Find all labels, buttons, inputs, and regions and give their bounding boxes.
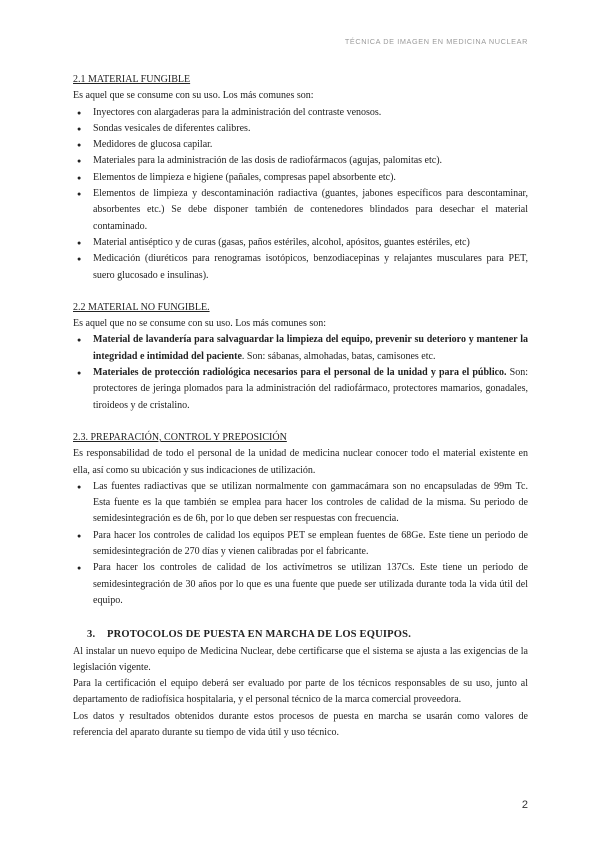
- section-2-1-list: [73, 105, 528, 284]
- list-item: ● Elementos de limpieza e higiene (pañales, compresas papel absorbente etc).: [73, 170, 528, 186]
- list-item: ● Materiales para la administración de las dosis de radiofármacos (agujas, palomitas etc).: [73, 153, 528, 169]
- section-3-paragraph: Los datos y resultados obtenidos durante estos procesos de puesta en marcha se usarán como valores de referencia del aparato durante su tiempo de vida útil y uso técnico.: [73, 710, 528, 738]
- list-item: ● Elementos de limpieza y descontaminación radiactiva (guantes, jabones específicos para descontaminar, absorbentes etc.) Se debe disponer también de contenedores blindados para desechar el material contaminado.: [73, 186, 528, 235]
- item-bold-text: Material de lavandería para salvaguardar la limpieza del equipo, prevenir su deterioro y mantener la integridad e intimidad del paciente: [93, 334, 528, 362]
- list-item: ● Medicación (diuréticos para renogramas isotópicos, benzodiacepinas y relajantes musculares para PET, suero glucosado e insulinas).: [73, 251, 528, 284]
- list-item: ● Sondas vesicales de diferentes calibres.: [73, 121, 528, 137]
- section-2-3-title: 2.3. PREPARACIÓN, CONTROL Y PREPOSICIÓN: [73, 431, 287, 443]
- item-bold-text: Materiales de protección radiológica necesarios para el personal de la unidad y para el público.: [93, 367, 507, 379]
- list-item: ● Inyectores con alargaderas para la administración del contraste venosos.: [73, 105, 528, 121]
- section-2-2-title: 2.2 MATERIAL NO FUNGIBLE.: [73, 301, 210, 313]
- section-2-3-list: [73, 479, 528, 609]
- section-3-number: 3.: [87, 629, 96, 641]
- section-3-heading: [87, 627, 528, 643]
- section-2-2-list: [73, 332, 528, 413]
- section-2-1-intro: Es aquel que se consume con su uso. Los más comunes son:: [73, 90, 314, 102]
- section-2-2-intro: Es aquel que no se consume con su uso. Los más comunes son:: [73, 318, 327, 330]
- list-item: [73, 365, 528, 414]
- list-item: ● Material antiséptico y de curas (gasas, paños estériles, alcohol, apósitos, guantes estériles, etc): [73, 235, 528, 251]
- section-3-title: PROTOCOLOS DE PUESTA EN MARCHA DE LOS EQUIPOS.: [107, 629, 412, 641]
- section-2-1-title: 2.1 MATERIAL FUNGIBLE: [73, 74, 191, 85]
- item-text: . Son: sábanas, almohadas, batas, camisones etc.: [241, 350, 436, 362]
- page-number: 2: [521, 799, 528, 811]
- running-header: TÉCNICA DE IMAGEN EN MEDICINA NUCLEAR: [344, 37, 528, 46]
- section-2-3-intro: Es responsabilidad de todo el personal de la unidad de medicina nuclear conocer todo el material existente en ella, así como su ubicación y sus indicaciones de utilización.: [73, 448, 528, 476]
- list-item: ● Para hacer los controles de calidad los equipos PET se emplean fuentes de 68Ge. Este tiene un periodo de semidesintegración de 270 días y vienen calibradas por el fabricante.: [73, 528, 528, 561]
- item-text: Son: protectores de jeringa plomados para la administración del radiofármaco, protectores mamarios, gonadales, tiroideos y de cristalino.: [93, 367, 528, 411]
- list-item: ● Las fuentes radiactivas que se utilizan normalmente con gammacámara son no encapsuladas de 99m Tc. Esta fuente es la que también se emplea para hacer los controles de calidad de la misma. Su periodo de semidesintegración es de 6h, por lo que deben ser respuestas con frecuencia.: [73, 479, 528, 528]
- list-item: [73, 332, 528, 365]
- list-item: ● Para hacer los controles de calidad de los activímetros se utilizan 137Cs. Este tiene un periodo de semidesintegración de 30 años por lo que es una fuente que puede ser utilizada durante toda la vida útil del equipo.: [73, 560, 528, 609]
- section-3-paragraph: Al instalar un nuevo equipo de Medicina Nuclear, debe certificarse que el sistema se ajusta a las exigencias de la legislación vigente.: [73, 645, 528, 673]
- list-item: ● Medidores de glucosa capilar.: [73, 137, 528, 153]
- section-3-paragraph: Para la certificación el equipo deberá ser evaluado por parte de los técnicos responsables de su uso, junto al departamento de radiofísica hospitalaria, y el personal técnico de la marca comercial proveedora.: [73, 678, 528, 706]
- page-content: [73, 72, 528, 741]
